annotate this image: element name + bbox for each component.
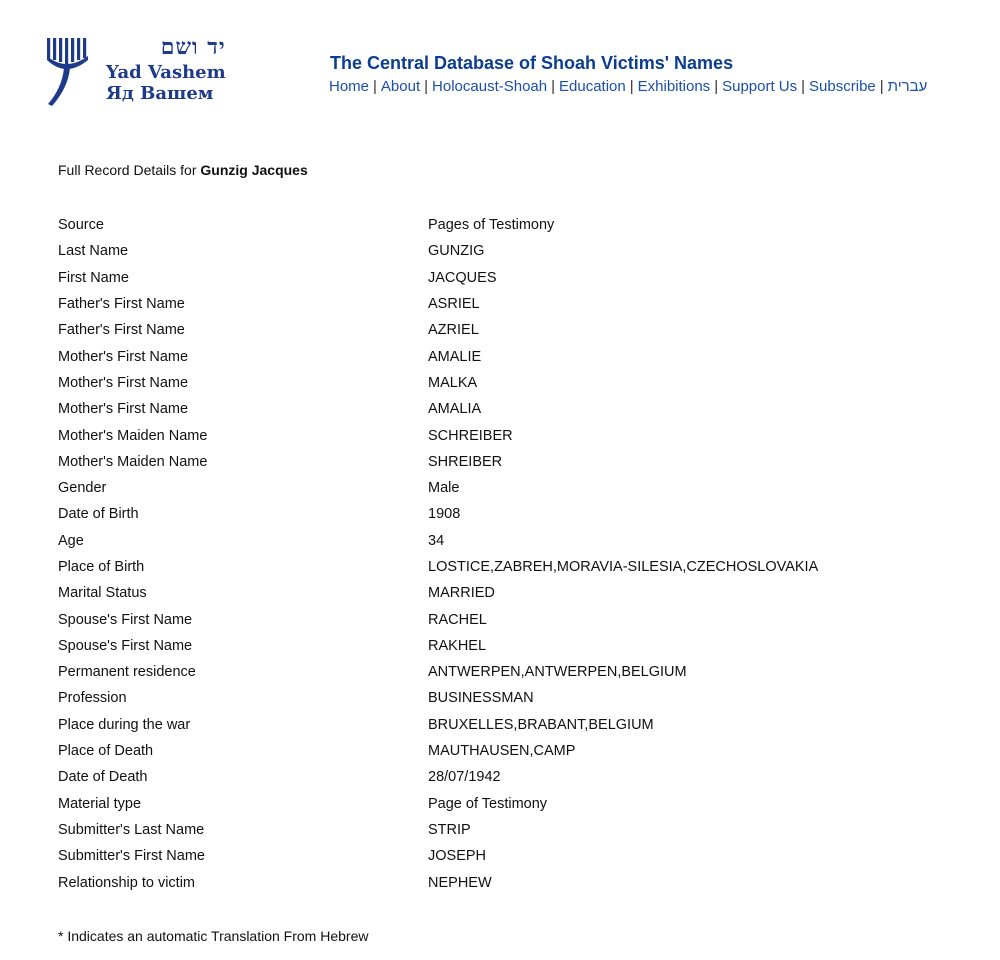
detail-value: RAKHEL bbox=[428, 637, 487, 654]
detail-value: Pages of Testimony bbox=[428, 217, 555, 234]
detail-value: Page of Testimony bbox=[428, 795, 548, 812]
detail-row bbox=[58, 869, 958, 895]
detail-label: Spouse's First Name bbox=[58, 637, 193, 654]
nav-link-subscribe[interactable]: Subscribe bbox=[809, 78, 876, 95]
nav-separator: | bbox=[801, 78, 806, 95]
detail-value: GUNZIG bbox=[428, 243, 485, 260]
logo-hebrew-text: יד ושם bbox=[160, 34, 226, 60]
record-heading bbox=[58, 162, 308, 178]
nav-link-home[interactable]: Home bbox=[329, 78, 370, 95]
detail-value: STRIP bbox=[428, 821, 471, 838]
detail-row bbox=[58, 685, 958, 711]
nav-link-about[interactable]: About bbox=[380, 78, 421, 95]
detail-row bbox=[58, 343, 958, 369]
detail-row bbox=[58, 528, 958, 554]
detail-value: SHREIBER bbox=[428, 453, 503, 470]
detail-label: Spouse's First Name bbox=[58, 611, 193, 628]
nav-separator: | bbox=[629, 78, 634, 95]
detail-label: Place of Death bbox=[58, 743, 154, 760]
nav-separator: | bbox=[424, 78, 429, 95]
site-title: The Central Database of Shoah Victims' Names bbox=[330, 53, 734, 73]
detail-row bbox=[58, 817, 958, 843]
detail-value: AMALIA bbox=[428, 401, 482, 418]
detail-value: ANTWERPEN,ANTWERPEN,BELGIUM bbox=[428, 664, 687, 681]
menorah-logo-icon bbox=[44, 36, 92, 108]
record-heading-prefix: Full Record Details for bbox=[58, 162, 197, 178]
detail-label: Date of Birth bbox=[58, 506, 139, 523]
detail-row bbox=[58, 633, 958, 659]
detail-value: SCHREIBER bbox=[428, 427, 513, 444]
detail-label: Place of Birth bbox=[58, 559, 145, 575]
nav-separator: | bbox=[373, 78, 377, 95]
detail-label: Place during the war bbox=[58, 716, 191, 733]
detail-row bbox=[58, 396, 958, 422]
nav-link-support-us[interactable]: Support Us bbox=[722, 78, 798, 95]
detail-row bbox=[58, 238, 958, 264]
detail-value: ASRIEL bbox=[428, 296, 480, 313]
detail-label: Mother's First Name bbox=[58, 374, 189, 391]
detail-value: BRUXELLES,BRABANT,BELGIUM bbox=[428, 716, 654, 733]
nav-separator: | bbox=[879, 78, 884, 95]
detail-label: Material type bbox=[58, 795, 142, 812]
detail-value: BUSINESSMAN bbox=[428, 690, 534, 707]
detail-row bbox=[58, 712, 958, 738]
detail-label: Source bbox=[58, 217, 104, 234]
logo-cyrillic-text: Яд Вашем bbox=[106, 83, 214, 104]
detail-label: Age bbox=[58, 532, 84, 549]
record-person-name: Gunzig Jacques bbox=[200, 162, 308, 178]
translation-footnote: * Indicates an automatic Translation From Hebrew bbox=[58, 928, 369, 944]
nav-link-education[interactable]: Education bbox=[559, 78, 626, 95]
detail-value: Male bbox=[428, 480, 460, 497]
detail-row bbox=[58, 791, 958, 817]
detail-row bbox=[58, 764, 958, 790]
detail-label: Gender bbox=[58, 480, 107, 497]
detail-row bbox=[58, 475, 958, 501]
detail-row bbox=[58, 317, 958, 343]
detail-label: Marital Status bbox=[58, 585, 147, 602]
detail-label: Mother's First Name bbox=[58, 348, 189, 365]
detail-row bbox=[58, 370, 958, 396]
nav-separator: | bbox=[714, 78, 719, 95]
detail-value: NEPHEW bbox=[428, 874, 492, 891]
yad-vashem-logo[interactable] bbox=[44, 36, 244, 110]
logo-latin-text: Yad Vashem bbox=[106, 62, 226, 83]
detail-label: Father's First Name bbox=[58, 296, 185, 313]
detail-label: Relationship to victim bbox=[58, 874, 195, 891]
detail-label: Permanent residence bbox=[58, 664, 196, 681]
detail-value: JOSEPH bbox=[428, 848, 487, 865]
detail-label: Last Name bbox=[58, 243, 129, 260]
detail-value: MALKA bbox=[428, 374, 478, 391]
detail-row bbox=[58, 422, 958, 448]
detail-row bbox=[58, 738, 958, 764]
nav-link-exhibitions[interactable]: Exhibitions bbox=[637, 78, 711, 95]
detail-label: Father's First Name bbox=[58, 322, 185, 339]
detail-row bbox=[58, 606, 958, 632]
detail-value: 28/07/1942 bbox=[428, 769, 501, 786]
detail-label: Submitter's First Name bbox=[58, 848, 205, 865]
detail-row bbox=[58, 212, 958, 238]
nav-link-holocaust-shoah[interactable]: Holocaust-Shoah bbox=[432, 78, 548, 95]
detail-label: First Name bbox=[58, 269, 129, 286]
detail-label: Profession bbox=[58, 690, 127, 707]
detail-row bbox=[58, 265, 958, 291]
nav-link-hebrew[interactable]: עברית bbox=[887, 78, 928, 95]
detail-label: Date of Death bbox=[58, 769, 148, 786]
detail-value: RACHEL bbox=[428, 611, 487, 628]
detail-value: JACQUES bbox=[428, 269, 497, 286]
detail-value: AZRIEL bbox=[428, 322, 479, 339]
detail-label: Mother's Maiden Name bbox=[58, 427, 208, 444]
detail-value: MAUTHAUSEN,CAMP bbox=[428, 743, 576, 760]
detail-value: AMALIE bbox=[428, 348, 482, 365]
detail-row bbox=[58, 554, 958, 580]
top-navigation bbox=[329, 78, 927, 95]
detail-row bbox=[58, 449, 958, 475]
detail-row bbox=[58, 580, 958, 606]
detail-value: MARRIED bbox=[428, 585, 495, 602]
detail-row bbox=[58, 843, 958, 869]
detail-row bbox=[58, 501, 958, 527]
detail-value: 1908 bbox=[428, 506, 461, 523]
detail-label: Submitter's Last Name bbox=[58, 821, 205, 838]
detail-value: 34 bbox=[428, 532, 445, 549]
record-details-table bbox=[58, 212, 958, 896]
logo-text bbox=[106, 36, 226, 103]
detail-row bbox=[58, 659, 958, 685]
nav-separator: | bbox=[551, 78, 556, 95]
detail-row bbox=[58, 291, 958, 317]
detail-label: Mother's First Name bbox=[58, 401, 189, 418]
detail-value: LOSTICE,ZABREH,MORAVIA-SILESIA,CZECHOSLOVAKIA bbox=[428, 559, 819, 575]
detail-label: Mother's Maiden Name bbox=[58, 453, 208, 470]
